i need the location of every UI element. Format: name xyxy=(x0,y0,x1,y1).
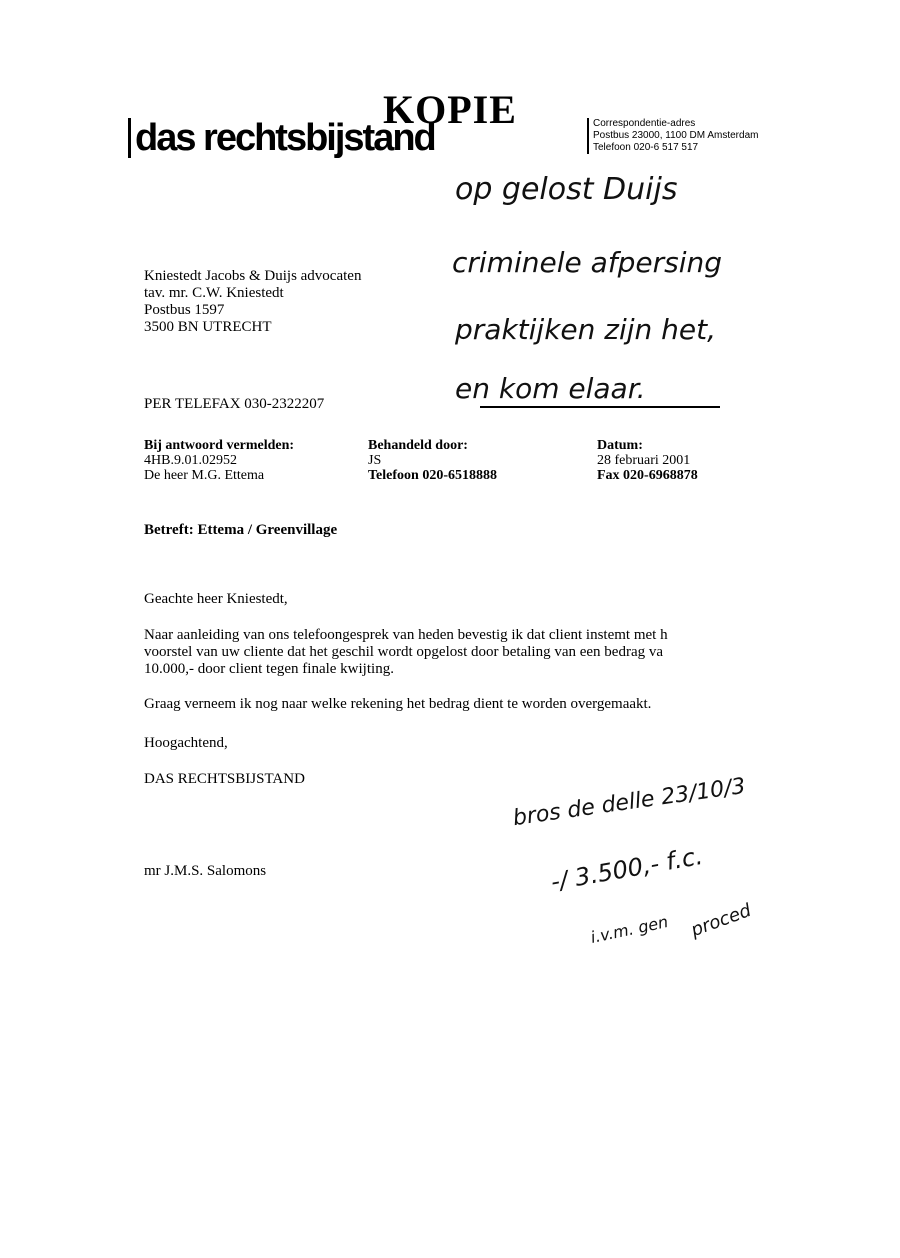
reference-label: Bij antwoord vermelden: xyxy=(144,438,295,453)
handled-by-block xyxy=(368,438,497,483)
handwritten-note: criminele afpersing xyxy=(452,246,723,279)
fax-number: PER TELEFAX 030-2322207 xyxy=(144,396,325,412)
reference-number: 4HB.9.01.02952 xyxy=(144,453,237,468)
corr-line: Telefoon 020-6 517 517 xyxy=(593,142,699,153)
handwritten-note: op gelost Duijs xyxy=(455,172,678,207)
handled-by-label: Behandeld door: xyxy=(368,438,468,453)
handwritten-note: en kom elaar. xyxy=(455,372,646,405)
recipient-address xyxy=(144,268,361,336)
address-line: Kniestedt Jacobs & Duijs advocaten xyxy=(144,268,362,284)
handwritten-note: i.v.m. gen xyxy=(588,912,670,947)
date-value: 28 februari 2001 xyxy=(597,453,691,468)
closing: Hoogachtend, xyxy=(144,735,228,751)
reference-block xyxy=(144,438,294,483)
company-name: DAS RECHTSBIJSTAND xyxy=(144,771,305,787)
kopie-stamp: KOPIE xyxy=(383,87,517,132)
handwritten-note: proced xyxy=(688,899,754,942)
date-block xyxy=(597,438,698,483)
body-line: voorstel van uw cliente dat het geschil wordt opgelost door betaling van een bedrag va xyxy=(144,644,664,660)
body-paragraph xyxy=(144,627,668,678)
corr-line: Postbus 23000, 1100 DM Amsterdam xyxy=(593,130,759,141)
handled-by-initials: JS xyxy=(368,453,382,468)
handwritten-note: -/ 3.500,- f.c. xyxy=(548,841,705,897)
subject-line: Betreft: Ettema / Greenvillage xyxy=(144,522,338,538)
address-line: 3500 BN UTRECHT xyxy=(144,319,272,335)
address-line: tav. mr. C.W. Kniestedt xyxy=(144,285,284,301)
body-line: Naar aanleiding van ons telefoongesprek van heden bevestig ik dat client instemt met h xyxy=(144,627,668,643)
salutation: Geachte heer Kniestedt, xyxy=(144,591,288,607)
handwritten-note: bros de delle 23/10/3 xyxy=(511,773,748,832)
date-fax: Fax 020-6968878 xyxy=(597,468,698,483)
handwritten-note: praktijken zijn het, xyxy=(455,313,717,346)
correspondence-address xyxy=(587,118,758,154)
handwritten-underline xyxy=(480,406,720,408)
reference-person: De heer M.G. Ettema xyxy=(144,468,265,483)
signatory: mr J.M.S. Salomons xyxy=(144,863,267,879)
corr-line: Correspondentie-adres xyxy=(593,118,696,129)
date-label: Datum: xyxy=(597,438,643,453)
body-line: 10.000,- door client tegen finale kwijting. xyxy=(144,661,394,677)
body-paragraph-2: Graag verneem ik nog naar welke rekening het bedrag dient te worden overgemaakt. xyxy=(144,696,652,712)
handled-by-phone: Telefoon 020-6518888 xyxy=(368,468,497,483)
address-line: Postbus 1597 xyxy=(144,302,225,318)
das-logo: das rechtsbijstand xyxy=(128,118,435,158)
